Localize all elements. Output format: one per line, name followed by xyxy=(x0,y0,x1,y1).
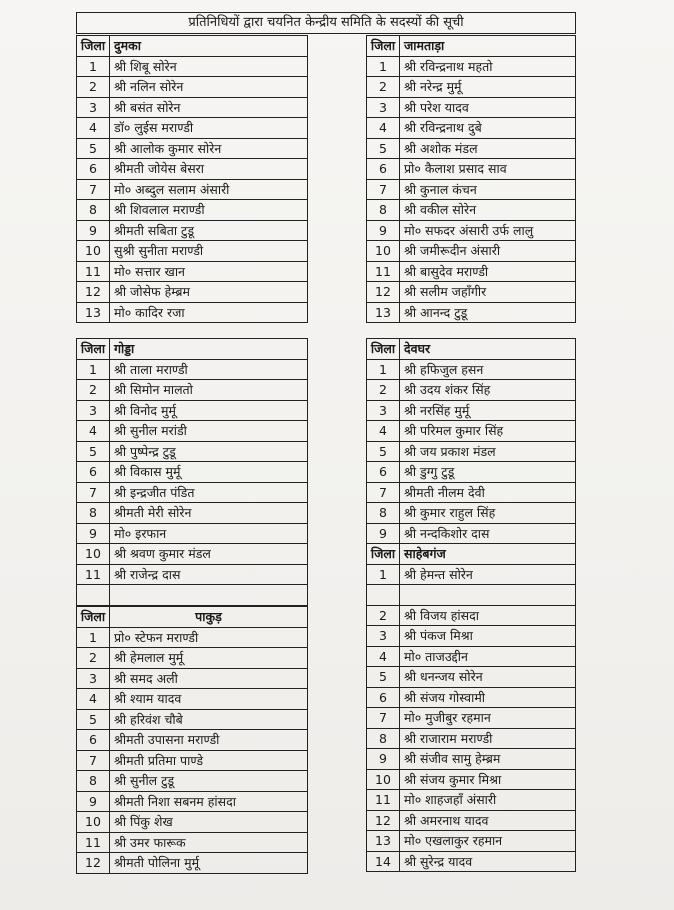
member-name: श्री राजेन्द्र दास xyxy=(110,564,308,585)
table-row xyxy=(367,667,576,688)
member-name: श्री सुरेन्द्र यादव xyxy=(400,851,576,872)
table-row xyxy=(77,138,308,159)
district-label: जिला xyxy=(77,36,110,57)
district-table-pakur xyxy=(76,606,308,874)
serial-number: 3 xyxy=(77,97,110,118)
member-name: श्री कुमार राहुल सिंह xyxy=(400,503,576,524)
serial-number: 6 xyxy=(77,730,110,751)
serial-number: 3 xyxy=(77,400,110,421)
member-name: मो० अब्दुल सलाम अंसारी xyxy=(110,179,308,200)
member-name: श्री सुनील मरांडी xyxy=(110,421,308,442)
table-row xyxy=(367,179,576,200)
district-name: गोड्डा xyxy=(110,339,308,360)
table-row xyxy=(367,200,576,221)
member-name: मो० कादिर रजा xyxy=(110,302,308,323)
table-row xyxy=(77,159,308,180)
table-row xyxy=(77,179,308,200)
member-name: श्री धनन्जय सोरेन xyxy=(400,667,576,688)
serial-number: 3 xyxy=(77,668,110,689)
serial-number: 2 xyxy=(367,77,400,98)
table-row xyxy=(77,220,308,241)
member-name: श्री हरिवंश चौबे xyxy=(110,709,308,730)
member-name: श्री पंकज मिश्रा xyxy=(400,626,576,647)
table-row xyxy=(77,441,308,462)
serial-number: 6 xyxy=(77,159,110,180)
member-name: श्री नलिन सोरेन xyxy=(110,77,308,98)
district-table-sahebganj xyxy=(366,543,576,872)
table-row xyxy=(367,790,576,811)
table-row xyxy=(77,750,308,771)
table-row xyxy=(367,810,576,831)
serial-number: 1 xyxy=(367,56,400,77)
table-row xyxy=(77,380,308,401)
member-name: मो० ताजउद्दीन xyxy=(400,646,576,667)
table-row xyxy=(77,400,308,421)
serial-number: 1 xyxy=(77,359,110,380)
table-row xyxy=(77,56,308,77)
member-name: श्री आलोक कुमार सोरेन xyxy=(110,138,308,159)
member-name: श्री जय प्रकाश मंडल xyxy=(400,441,576,462)
serial-number: 6 xyxy=(367,159,400,180)
serial-number: 7 xyxy=(367,708,400,729)
table-row xyxy=(367,241,576,262)
table-row xyxy=(77,482,308,503)
member-name: श्री नरेन्द्र मुर्मू xyxy=(400,77,576,98)
serial-number: 8 xyxy=(77,200,110,221)
member-name: सुश्री सुनीता मराण्डी xyxy=(110,241,308,262)
district-label: जिला xyxy=(367,36,400,57)
header-row xyxy=(367,36,576,57)
serial-number: 13 xyxy=(367,831,400,852)
table-row xyxy=(367,523,576,544)
member-name: श्री सलीम जहाँगीर xyxy=(400,282,576,303)
member-name: श्री शिबू सोरेन xyxy=(110,56,308,77)
member-name: श्रीमती निशा सबनम हांसदा xyxy=(110,791,308,812)
member-name: श्री संजय कुमार मिश्रा xyxy=(400,769,576,790)
table-body xyxy=(367,36,576,323)
district-table-jamtara xyxy=(366,35,576,323)
member-name: श्री समद अली xyxy=(110,668,308,689)
serial-number: 11 xyxy=(77,832,110,853)
serial-number: 4 xyxy=(77,421,110,442)
serial-number: 10 xyxy=(77,812,110,833)
table-row xyxy=(77,241,308,262)
table-row xyxy=(77,832,308,853)
table-row xyxy=(367,118,576,139)
table-row xyxy=(77,730,308,751)
serial-number: 5 xyxy=(77,441,110,462)
member-name: श्री कुनाल कंचन xyxy=(400,179,576,200)
serial-number: 1 xyxy=(77,56,110,77)
header-row xyxy=(367,339,576,360)
serial-number: 5 xyxy=(367,667,400,688)
member-name: श्री नरसिंह मुर्मू xyxy=(400,400,576,421)
member-name: श्री परिमल कुमार सिंह xyxy=(400,421,576,442)
member-name: श्री संजीव सामु हेम्ब्रम xyxy=(400,749,576,770)
serial-number: 4 xyxy=(367,118,400,139)
table-row xyxy=(77,771,308,792)
serial-number: 6 xyxy=(367,687,400,708)
member-name: श्री शिवलाल मराण्डी xyxy=(110,200,308,221)
table-row xyxy=(367,359,576,380)
district-table-deoghar xyxy=(366,338,576,544)
table-row xyxy=(77,791,308,812)
serial-number: 4 xyxy=(367,646,400,667)
serial-number: 5 xyxy=(367,441,400,462)
table-body xyxy=(77,607,308,874)
serial-number: 12 xyxy=(77,853,110,874)
table-row xyxy=(367,564,576,585)
table-row xyxy=(77,359,308,380)
serial-number: 9 xyxy=(367,220,400,241)
member-name: श्री जोसेफ हेम्ब्रम xyxy=(110,282,308,303)
serial-number: 4 xyxy=(77,689,110,710)
table-row xyxy=(77,523,308,544)
serial-number: 3 xyxy=(367,626,400,647)
member-name: मो० मुजीबुर रहमान xyxy=(400,708,576,729)
table-row xyxy=(77,503,308,524)
serial-number: 9 xyxy=(77,791,110,812)
member-name: प्रो० कैलाश प्रसाद साव xyxy=(400,159,576,180)
serial-number: 5 xyxy=(367,138,400,159)
serial-number: 9 xyxy=(367,523,400,544)
member-name: मो० एखलाकुर रहमान xyxy=(400,831,576,852)
member-name: श्री नन्दकिशोर दास xyxy=(400,523,576,544)
member-name: डॉ० लुईस मराण्डी xyxy=(110,118,308,139)
serial-number: 7 xyxy=(77,750,110,771)
table-row xyxy=(367,261,576,282)
member-name: श्री राजाराम मराण्डी xyxy=(400,728,576,749)
serial-number: 1 xyxy=(367,564,400,585)
district-label: जिला xyxy=(367,339,400,360)
member-name: श्री वकील सोरेन xyxy=(400,200,576,221)
member-name: श्रीमती मेरी सोरेन xyxy=(110,503,308,524)
serial-number: 7 xyxy=(367,179,400,200)
district-label: जिला xyxy=(367,544,400,565)
header-row xyxy=(77,339,308,360)
serial-number: 11 xyxy=(77,564,110,585)
serial-number: 6 xyxy=(77,462,110,483)
table-body xyxy=(367,339,576,544)
member-name: श्री रविन्द्रनाथ दुबे xyxy=(400,118,576,139)
table-row xyxy=(77,118,308,139)
serial-number: 9 xyxy=(77,523,110,544)
table-row xyxy=(367,769,576,790)
member-name: श्री अशोक मंडल xyxy=(400,138,576,159)
member-name: श्री रविन्द्रनाथ महतो xyxy=(400,56,576,77)
member-name: श्री उदय शंकर सिंह xyxy=(400,380,576,401)
table-row xyxy=(77,200,308,221)
serial-number: 5 xyxy=(77,709,110,730)
district-table-godda xyxy=(76,338,308,606)
member-name: श्री उमर फारूक xyxy=(110,832,308,853)
table-row xyxy=(77,689,308,710)
serial-number: 1 xyxy=(77,627,110,648)
member-name: श्री श्याम यादव xyxy=(110,689,308,710)
district-label: जिला xyxy=(77,339,110,360)
table-row xyxy=(367,159,576,180)
table-row xyxy=(77,564,308,585)
table-row xyxy=(367,441,576,462)
member-name: श्री डुग्गु टुडू xyxy=(400,462,576,483)
member-name: श्री हेमलाल मुर्मू xyxy=(110,648,308,669)
member-name: श्री बसंत सोरेन xyxy=(110,97,308,118)
serial-number: 9 xyxy=(367,749,400,770)
district-name: जामताड़ा xyxy=(400,36,576,57)
header-row xyxy=(77,36,308,57)
district-name: देवघर xyxy=(400,339,576,360)
table-row xyxy=(77,812,308,833)
table-row xyxy=(77,421,308,442)
member-name: श्री पुष्पेन्द्र टुडू xyxy=(110,441,308,462)
table-row xyxy=(77,853,308,874)
member-name: श्री विजय हांसदा xyxy=(400,605,576,626)
member-name: श्री आनन्द टुडू xyxy=(400,302,576,323)
member-name: श्रीमती उपासना मराण्डी xyxy=(110,730,308,751)
member-name: मो० सत्तार खान xyxy=(110,261,308,282)
table-row xyxy=(77,544,308,565)
header-row xyxy=(77,607,308,628)
serial-number: 3 xyxy=(367,400,400,421)
table-row xyxy=(77,627,308,648)
serial-number: 9 xyxy=(77,220,110,241)
table-row xyxy=(77,462,308,483)
member-name: श्री परेश यादव xyxy=(400,97,576,118)
table-spacer xyxy=(77,585,308,606)
serial-number: 10 xyxy=(367,769,400,790)
table-row xyxy=(367,220,576,241)
table-row xyxy=(367,687,576,708)
member-name: श्रीमती जोयेस बेसरा xyxy=(110,159,308,180)
table-row xyxy=(367,421,576,442)
table-body xyxy=(77,339,308,585)
district-table-dumka xyxy=(76,35,308,323)
serial-number: 8 xyxy=(367,200,400,221)
table-row xyxy=(367,831,576,852)
member-name: श्री बासुदेव मराण्डी xyxy=(400,261,576,282)
member-name: श्रीमती पोलिना मुर्मू xyxy=(110,853,308,874)
table-row xyxy=(367,605,576,626)
table-row xyxy=(367,400,576,421)
table-row xyxy=(77,668,308,689)
serial-number: 8 xyxy=(77,771,110,792)
table-row xyxy=(367,302,576,323)
serial-number: 7 xyxy=(367,482,400,503)
member-name: श्री हेमन्त सोरेन xyxy=(400,564,576,585)
member-name: श्री अमरनाथ यादव xyxy=(400,810,576,831)
member-name: श्री पिंकु शेख xyxy=(110,812,308,833)
table-row xyxy=(367,708,576,729)
serial-number: 8 xyxy=(367,503,400,524)
table-row xyxy=(77,302,308,323)
serial-number: 6 xyxy=(367,462,400,483)
serial-number: 10 xyxy=(77,241,110,262)
table-row xyxy=(367,97,576,118)
serial-number: 2 xyxy=(367,605,400,626)
serial-number: 2 xyxy=(77,77,110,98)
serial-number: 8 xyxy=(77,503,110,524)
serial-number: 14 xyxy=(367,851,400,872)
member-name: श्री विकास मुर्मू xyxy=(110,462,308,483)
serial-number: 1 xyxy=(367,359,400,380)
member-name: मो० सफदर अंसारी उर्फ लालु xyxy=(400,220,576,241)
table-row xyxy=(367,646,576,667)
table-row xyxy=(77,77,308,98)
table-row xyxy=(367,626,576,647)
member-name: प्रो० स्टेफन मराण्डी xyxy=(110,627,308,648)
table-row xyxy=(77,261,308,282)
member-name: श्री संजय गोस्वामी xyxy=(400,687,576,708)
document-title: प्रतिनिधियों द्वारा चयनित केन्द्रीय समिति के सदस्यों की सूची xyxy=(76,12,576,34)
serial-number: 2 xyxy=(367,380,400,401)
district-name: दुमका xyxy=(110,36,308,57)
table-row xyxy=(367,851,576,872)
serial-number: 13 xyxy=(77,302,110,323)
member-name: श्री हफिजुल हसन xyxy=(400,359,576,380)
table-row xyxy=(367,282,576,303)
table-body xyxy=(77,36,308,323)
serial-number: 4 xyxy=(367,421,400,442)
table-body xyxy=(367,544,576,872)
serial-number: 8 xyxy=(367,728,400,749)
serial-number: 7 xyxy=(77,482,110,503)
table-row xyxy=(77,648,308,669)
table-row xyxy=(367,56,576,77)
blank-row xyxy=(77,585,308,606)
serial-number: 7 xyxy=(77,179,110,200)
member-name: मो० शाहजहाँ अंसारी xyxy=(400,790,576,811)
member-name: श्री विनोद मुर्मू xyxy=(110,400,308,421)
serial-number: 11 xyxy=(367,261,400,282)
serial-number: 5 xyxy=(77,138,110,159)
table-row xyxy=(367,482,576,503)
member-name: श्रीमती नीलम देवी xyxy=(400,482,576,503)
serial-number: 2 xyxy=(77,648,110,669)
table-row xyxy=(77,282,308,303)
serial-number: 4 xyxy=(77,118,110,139)
serial-number: 12 xyxy=(77,282,110,303)
serial-number: 10 xyxy=(77,544,110,565)
table-row xyxy=(367,749,576,770)
serial-number: 11 xyxy=(367,790,400,811)
member-name: श्रीमती सबिता टुडू xyxy=(110,220,308,241)
serial-number: 10 xyxy=(367,241,400,262)
serial-number: 2 xyxy=(77,380,110,401)
table-row xyxy=(367,462,576,483)
serial-number: 12 xyxy=(367,810,400,831)
member-name: मो० इरफान xyxy=(110,523,308,544)
blank-row xyxy=(367,585,576,606)
member-name: श्री श्रवण कुमार मंडल xyxy=(110,544,308,565)
table-row xyxy=(77,709,308,730)
header-row xyxy=(367,544,576,565)
table-row xyxy=(367,77,576,98)
member-name: श्री सिमोन मालतो xyxy=(110,380,308,401)
member-name: श्री ताला मराण्डी xyxy=(110,359,308,380)
member-name: श्री सुनील टुडू xyxy=(110,771,308,792)
table-row xyxy=(367,138,576,159)
table-row xyxy=(77,97,308,118)
member-name: श्रीमती प्रतिमा पाण्डे xyxy=(110,750,308,771)
serial-number: 11 xyxy=(77,261,110,282)
table-row xyxy=(367,380,576,401)
district-label: जिला xyxy=(77,607,110,628)
serial-number: 12 xyxy=(367,282,400,303)
district-name: पाकुड़ xyxy=(110,607,308,628)
district-name: साहेबगंज xyxy=(400,544,576,565)
serial-number: 13 xyxy=(367,302,400,323)
table-row xyxy=(367,728,576,749)
table-row xyxy=(367,503,576,524)
member-name: श्री इन्द्रजीत पंडित xyxy=(110,482,308,503)
serial-number: 3 xyxy=(367,97,400,118)
member-name: श्री जमीरूदीन अंसारी xyxy=(400,241,576,262)
